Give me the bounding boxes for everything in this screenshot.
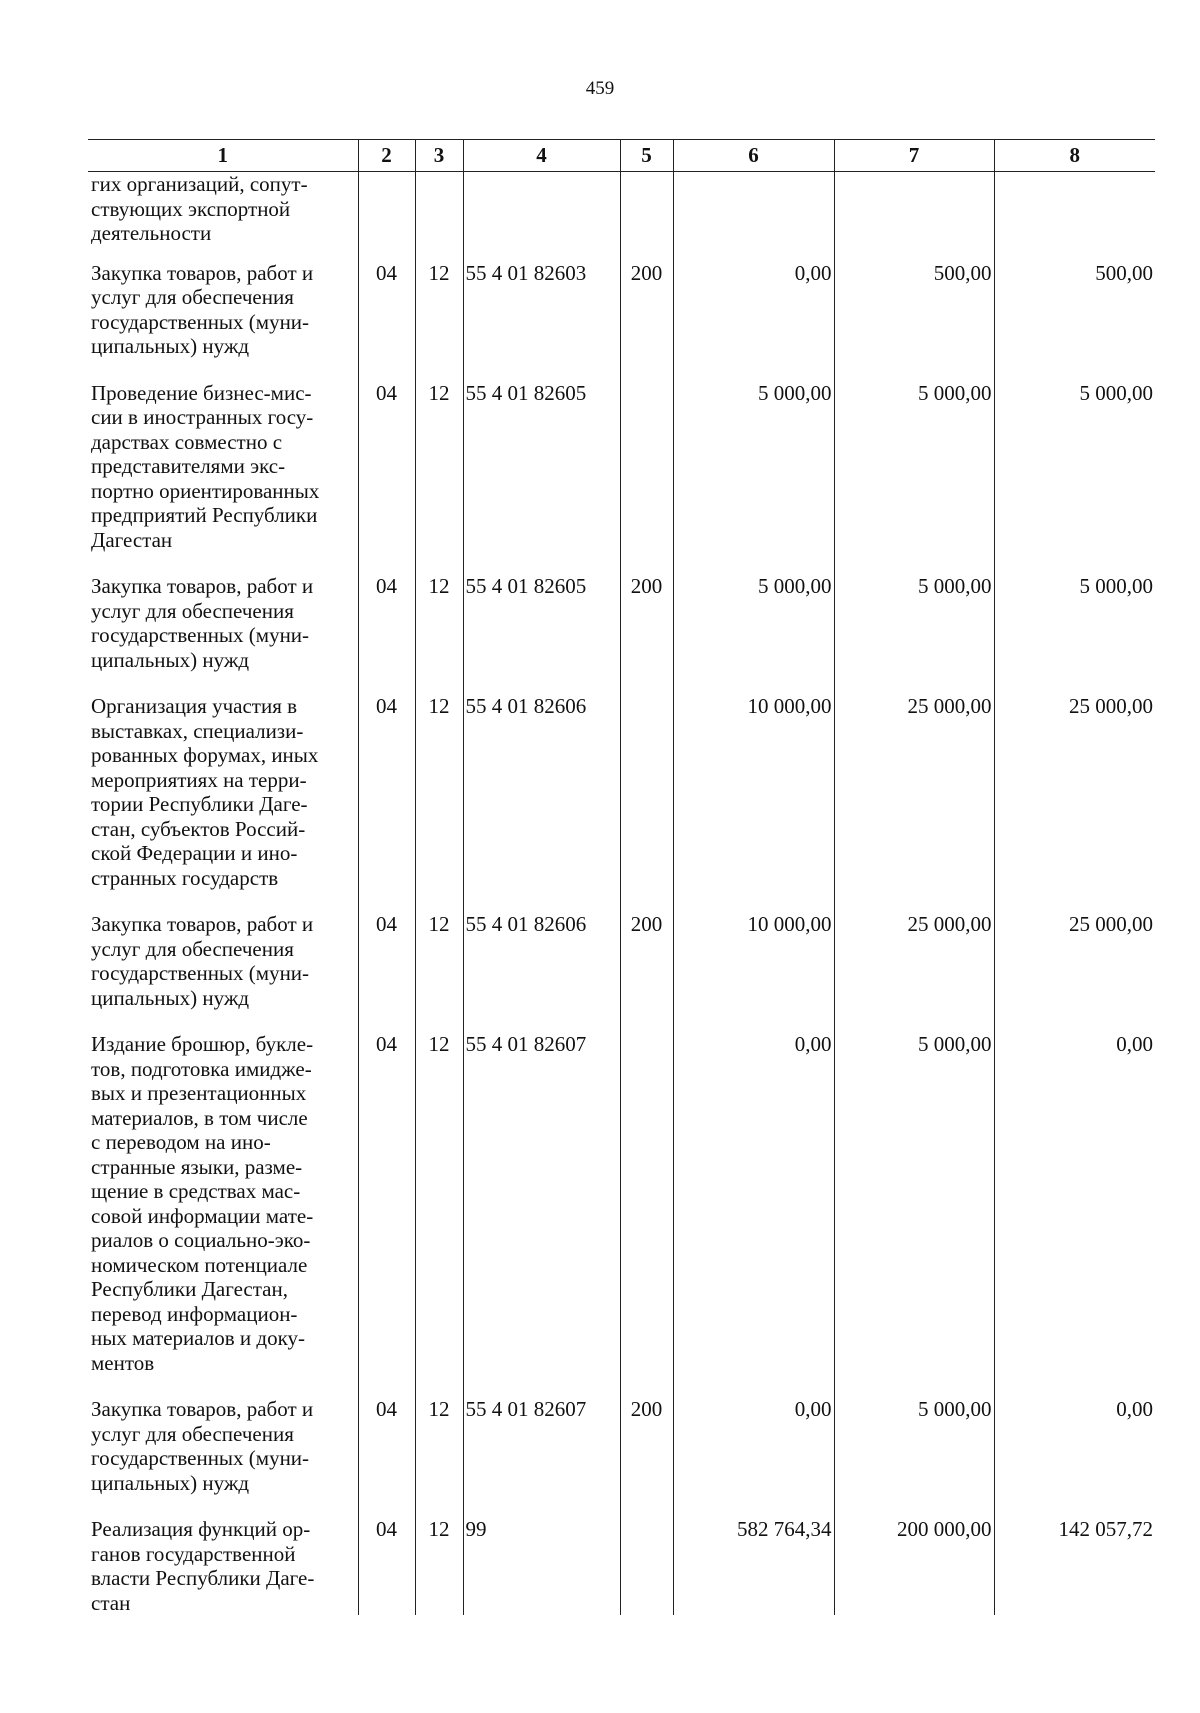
description-line: гих организаций, сопут-	[91, 172, 308, 196]
cell-col-4: 55 4 01 82607	[463, 1397, 620, 1495]
column-header-2: 2	[358, 140, 415, 172]
description-line: сии в иностранных госу-	[91, 405, 314, 429]
table-row	[88, 694, 1155, 890]
row-description	[88, 381, 358, 553]
spacer-cell	[358, 890, 415, 912]
spacer-cell	[673, 672, 834, 694]
cell-col-3: 12	[415, 694, 463, 890]
spacer-cell	[834, 672, 994, 694]
cell-col-2: 04	[358, 381, 415, 553]
table-row	[88, 1032, 1155, 1375]
description-line: перевод информацион-	[91, 1301, 298, 1326]
description-line: тории Республики Даге-	[91, 792, 308, 816]
description-line: ментов	[91, 1350, 155, 1375]
spacer-cell	[834, 1495, 994, 1517]
description-line: государственных (муни-	[91, 309, 310, 334]
column-header-5: 5	[620, 140, 673, 172]
description-line: Дагестан	[91, 527, 173, 552]
spacer-cell	[620, 1495, 673, 1517]
cell-col-7: 5 000,00	[834, 574, 994, 672]
page-number: 459	[585, 78, 615, 99]
cell-col-5: 200	[620, 1397, 673, 1495]
cell-col-8: 25 000,00	[994, 694, 1155, 890]
cell-col-6: 10 000,00	[673, 912, 834, 1010]
spacer-cell	[994, 672, 1155, 694]
description-line: дарствах совместно с	[91, 429, 283, 454]
description-line: ствующих экспортной	[91, 196, 291, 221]
spacer-cell	[834, 890, 994, 912]
description-line: услуг для обеспечения	[91, 598, 294, 623]
spacer-cell	[358, 359, 415, 381]
table-row	[88, 1397, 1155, 1495]
row-description	[88, 172, 358, 246]
description-line: Организация участия в	[91, 694, 298, 718]
cell-col-7: 25 000,00	[834, 694, 994, 890]
description-line: ципальных) нужд	[91, 1470, 250, 1495]
spacer-cell	[358, 1375, 415, 1397]
cell-col-4: 55 4 01 82603	[463, 261, 620, 359]
cell-col-8: 500,00	[994, 261, 1155, 359]
cell-col-6: 5 000,00	[673, 381, 834, 553]
cell-col-7: 200 000,00	[834, 1517, 994, 1615]
spacer-cell	[673, 890, 834, 912]
cell-col-5	[620, 1517, 673, 1615]
description-line: Издание брошюр, букле-	[91, 1032, 314, 1056]
description-line: власти Республики Даге-	[91, 1566, 315, 1590]
table-body	[88, 172, 1155, 1616]
cell-col-2	[358, 172, 415, 246]
spacer-cell	[994, 359, 1155, 381]
cell-col-6: 5 000,00	[673, 574, 834, 672]
table-row	[88, 381, 1155, 553]
spacer-cell	[994, 1010, 1155, 1032]
cell-col-6: 0,00	[673, 261, 834, 359]
description-line: ципальных) нужд	[91, 647, 250, 672]
cell-col-4: 55 4 01 82605	[463, 574, 620, 672]
spacer-cell	[415, 1495, 463, 1517]
description-line: представителями экс-	[91, 454, 286, 478]
description-line: тов, подготовка имидже-	[91, 1056, 312, 1081]
spacer-cell	[415, 890, 463, 912]
cell-col-5: 200	[620, 574, 673, 672]
description-line: услуг для обеспечения	[91, 1421, 294, 1446]
row-spacer	[88, 1010, 1155, 1032]
description-line: ных материалов и доку-	[91, 1326, 305, 1350]
spacer-cell	[994, 890, 1155, 912]
cell-col-3: 12	[415, 1032, 463, 1375]
spacer-cell	[88, 246, 358, 261]
spacer-cell	[358, 672, 415, 694]
column-header-7: 7	[834, 140, 994, 172]
row-spacer	[88, 552, 1155, 574]
cell-col-3: 12	[415, 381, 463, 553]
spacer-cell	[415, 1010, 463, 1032]
row-spacer	[88, 359, 1155, 381]
description-line: щение в средствах мас-	[91, 1179, 301, 1203]
spacer-cell	[88, 890, 358, 912]
spacer-cell	[620, 246, 673, 261]
cell-col-2: 04	[358, 1397, 415, 1495]
spacer-cell	[620, 1010, 673, 1032]
description-line: стан, субъектов Россий-	[91, 816, 306, 841]
description-line: с переводом на ино-	[91, 1130, 271, 1154]
description-line: выставках, специализи-	[91, 718, 304, 743]
description-line: странные языки, разме-	[91, 1154, 303, 1179]
spacer-cell	[88, 1010, 358, 1032]
header-row	[88, 140, 1155, 172]
spacer-cell	[620, 672, 673, 694]
table-row	[88, 172, 1155, 246]
spacer-cell	[415, 672, 463, 694]
row-spacer	[88, 1375, 1155, 1397]
description-line: государственных (муни-	[91, 961, 310, 985]
column-header-4: 4	[463, 140, 620, 172]
spacer-cell	[463, 672, 620, 694]
description-line: Закупка товаров, работ и	[91, 260, 314, 285]
cell-col-6: 10 000,00	[673, 694, 834, 890]
row-description	[88, 694, 358, 890]
column-header-8: 8	[994, 140, 1155, 172]
spacer-cell	[620, 890, 673, 912]
row-spacer	[88, 246, 1155, 261]
cell-col-4: 55 4 01 82606	[463, 694, 620, 890]
description-line: материалов, в том числе	[91, 1105, 308, 1130]
description-line: рованных форумах, иных	[91, 743, 319, 767]
spacer-cell	[994, 1375, 1155, 1397]
table-row	[88, 1517, 1155, 1615]
cell-col-7: 5 000,00	[834, 1032, 994, 1375]
cell-col-4: 99	[463, 1517, 620, 1615]
spacer-cell	[673, 1375, 834, 1397]
description-line: странных государств	[91, 865, 279, 890]
cell-col-2: 04	[358, 694, 415, 890]
spacer-cell	[620, 552, 673, 574]
budget-table-container	[88, 139, 1155, 1615]
row-description	[88, 1517, 358, 1615]
table-row	[88, 261, 1155, 359]
description-line: стан	[91, 1590, 131, 1615]
spacer-cell	[994, 552, 1155, 574]
cell-col-3: 12	[415, 1397, 463, 1495]
spacer-cell	[673, 1010, 834, 1032]
cell-col-8: 5 000,00	[994, 574, 1155, 672]
cell-col-8	[994, 172, 1155, 246]
spacer-cell	[673, 246, 834, 261]
spacer-cell	[834, 552, 994, 574]
description-line: номическом потенциале	[91, 1252, 308, 1277]
cell-col-7: 500,00	[834, 261, 994, 359]
description-line: Республики Дагестан,	[91, 1277, 288, 1301]
column-header-6: 6	[673, 140, 834, 172]
cell-col-5: 200	[620, 261, 673, 359]
cell-col-3: 12	[415, 574, 463, 672]
description-line: деятельности	[91, 221, 212, 245]
cell-col-8: 142 057,72	[994, 1517, 1155, 1615]
description-line: ской Федерации и ино-	[91, 841, 298, 865]
cell-col-7: 25 000,00	[834, 912, 994, 1010]
cell-col-8: 0,00	[994, 1397, 1155, 1495]
spacer-cell	[834, 246, 994, 261]
cell-col-3: 12	[415, 912, 463, 1010]
description-line: совой информации мате-	[91, 1203, 314, 1228]
spacer-cell	[463, 359, 620, 381]
cell-col-8: 25 000,00	[994, 912, 1155, 1010]
description-line: портно ориентированных	[91, 478, 320, 503]
description-line: риалов о социально-эко-	[91, 1228, 311, 1252]
cell-col-2: 04	[358, 1032, 415, 1375]
spacer-cell	[88, 1495, 358, 1517]
spacer-cell	[88, 1375, 358, 1397]
description-line: государственных (муни-	[91, 623, 310, 647]
description-line: ципальных) нужд	[91, 985, 250, 1010]
spacer-cell	[463, 246, 620, 261]
cell-col-5: 200	[620, 912, 673, 1010]
cell-col-5	[620, 1032, 673, 1375]
cell-col-6: 582 764,34	[673, 1517, 834, 1615]
description-line: государственных (муни-	[91, 1446, 310, 1470]
cell-col-4: 55 4 01 82607	[463, 1032, 620, 1375]
spacer-cell	[994, 246, 1155, 261]
table-row	[88, 574, 1155, 672]
description-line: мероприятиях на терри-	[91, 767, 307, 792]
spacer-cell	[463, 552, 620, 574]
spacer-cell	[463, 1010, 620, 1032]
description-line: ципальных) нужд	[91, 334, 250, 358]
cell-col-4: 55 4 01 82606	[463, 912, 620, 1010]
cell-col-7	[834, 172, 994, 246]
spacer-cell	[620, 359, 673, 381]
description-line: ганов государственной	[91, 1541, 296, 1566]
row-spacer	[88, 1495, 1155, 1517]
cell-col-3: 12	[415, 1517, 463, 1615]
cell-col-2: 04	[358, 1517, 415, 1615]
cell-col-7: 5 000,00	[834, 1397, 994, 1495]
spacer-cell	[463, 1375, 620, 1397]
column-header-3: 3	[415, 140, 463, 172]
spacer-cell	[620, 1375, 673, 1397]
description-line: Реализация функций ор-	[91, 1517, 311, 1541]
spacer-cell	[673, 552, 834, 574]
spacer-cell	[834, 1375, 994, 1397]
spacer-cell	[88, 552, 358, 574]
spacer-cell	[88, 672, 358, 694]
description-line: вых и презентационных	[91, 1081, 307, 1105]
spacer-cell	[673, 359, 834, 381]
cell-col-2: 04	[358, 261, 415, 359]
description-line: Закупка товаров, работ и	[91, 574, 314, 598]
cell-col-3: 12	[415, 261, 463, 359]
spacer-cell	[673, 1495, 834, 1517]
spacer-cell	[994, 1495, 1155, 1517]
cell-col-5	[620, 172, 673, 246]
table-row	[88, 912, 1155, 1010]
spacer-cell	[358, 1495, 415, 1517]
cell-col-6: 0,00	[673, 1032, 834, 1375]
spacer-cell	[358, 552, 415, 574]
spacer-cell	[415, 246, 463, 261]
column-header-1: 1	[88, 140, 358, 172]
row-description	[88, 1397, 358, 1495]
cell-col-4	[463, 172, 620, 246]
description-line: предприятий Республики	[91, 503, 318, 527]
cell-col-8: 0,00	[994, 1032, 1155, 1375]
row-description	[88, 574, 358, 672]
cell-col-6	[673, 172, 834, 246]
budget-table	[88, 139, 1155, 1615]
cell-col-8: 5 000,00	[994, 381, 1155, 553]
spacer-cell	[88, 359, 358, 381]
cell-col-7: 5 000,00	[834, 381, 994, 553]
description-line: услуг для обеспечения	[91, 285, 294, 309]
cell-col-5	[620, 381, 673, 553]
spacer-cell	[463, 1495, 620, 1517]
cell-col-2: 04	[358, 912, 415, 1010]
spacer-cell	[415, 359, 463, 381]
description-line: Закупка товаров, работ и	[91, 912, 314, 936]
spacer-cell	[415, 552, 463, 574]
description-line: Закупка товаров, работ и	[91, 1397, 314, 1421]
row-spacer	[88, 890, 1155, 912]
spacer-cell	[834, 359, 994, 381]
row-description	[88, 912, 358, 1010]
spacer-cell	[834, 1010, 994, 1032]
cell-col-2: 04	[358, 574, 415, 672]
cell-col-5	[620, 694, 673, 890]
row-description	[88, 261, 358, 359]
cell-col-4: 55 4 01 82605	[463, 381, 620, 553]
row-spacer	[88, 672, 1155, 694]
spacer-cell	[358, 1010, 415, 1032]
cell-col-3	[415, 172, 463, 246]
cell-col-6: 0,00	[673, 1397, 834, 1495]
spacer-cell	[358, 246, 415, 261]
row-description	[88, 1032, 358, 1375]
spacer-cell	[463, 890, 620, 912]
description-line: услуг для обеспечения	[91, 936, 294, 961]
spacer-cell	[415, 1375, 463, 1397]
description-line: Проведение бизнес-мис-	[91, 380, 312, 405]
